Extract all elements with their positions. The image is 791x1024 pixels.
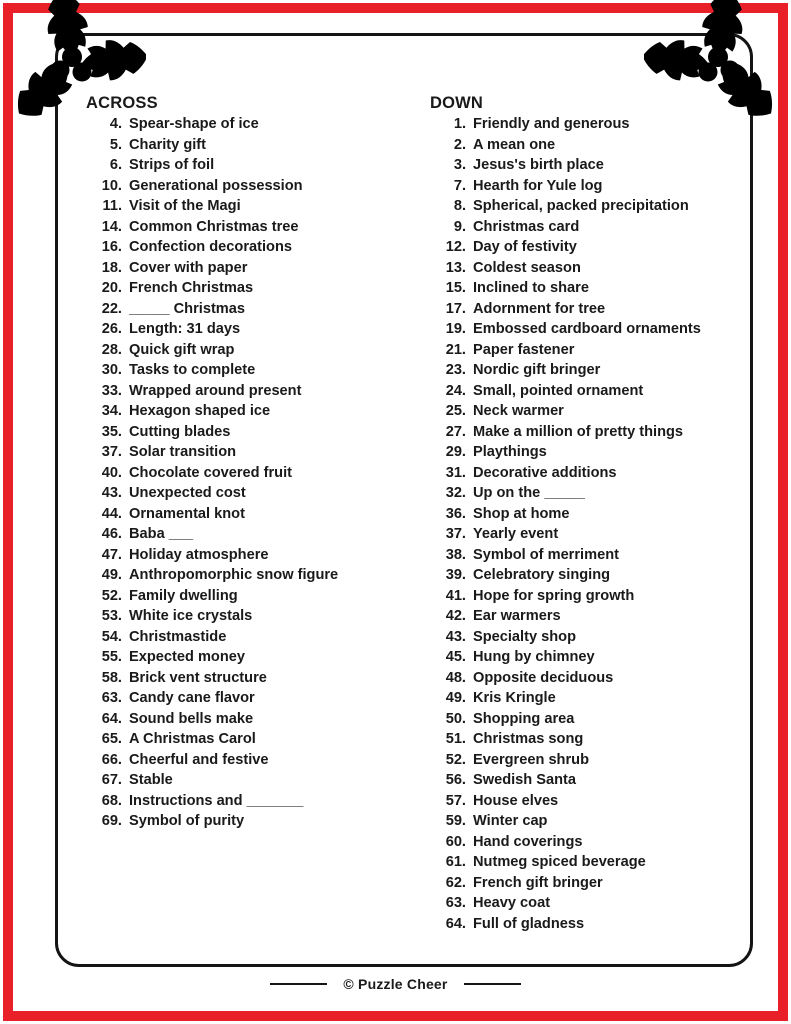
clue-row <box>86 301 338 322</box>
clue-row <box>430 526 701 547</box>
clue-number: 18. <box>101 259 122 276</box>
clue-number: 17. <box>445 300 466 317</box>
across-clue-list <box>86 116 338 834</box>
clue-text: Embossed cardboard ornaments <box>473 321 701 337</box>
clue-number: 43. <box>101 485 122 501</box>
clue-text: Ear warmers <box>473 608 561 624</box>
clue-text: Visit of the Magi <box>129 198 241 214</box>
clue-text: Holiday atmosphere <box>129 546 269 563</box>
clue-number: 52. <box>101 587 122 604</box>
clue-row <box>86 321 338 342</box>
clue-number: 62. <box>445 874 466 891</box>
clue-number: 7. <box>453 177 466 194</box>
clue-row <box>430 649 701 670</box>
clue-row <box>430 444 701 465</box>
clue-number: 6. <box>109 157 122 173</box>
clue-number: 2. <box>453 136 466 153</box>
clue-number: 48. <box>445 669 466 686</box>
clue-text: Christmas card <box>473 218 580 235</box>
clue-row <box>86 178 338 199</box>
clue-text: Symbol of merriment <box>473 546 619 563</box>
clue-text: Sound bells make <box>129 710 254 727</box>
clue-row <box>86 793 338 814</box>
clue-number: 56. <box>445 772 466 788</box>
down-heading: DOWN <box>430 94 484 112</box>
clue-row <box>430 116 701 137</box>
clue-text: Tasks to complete <box>129 362 256 378</box>
clue-text: Swedish Santa <box>473 772 576 788</box>
clue-number: 52. <box>445 751 466 768</box>
clue-row <box>86 383 338 404</box>
clue-text: Hexagon shaped ice <box>129 403 271 419</box>
clue-text: Symbol of purity <box>129 813 245 829</box>
clue-row <box>430 731 701 752</box>
clue-text: Hung by chimney <box>473 649 595 665</box>
footer <box>0 976 791 992</box>
clue-text: Kris Kringle <box>473 690 556 706</box>
clue-row <box>430 690 701 711</box>
clue-text: Neck warmer <box>473 403 564 419</box>
clue-row <box>86 280 338 301</box>
clue-text: Hope for spring growth <box>473 587 635 604</box>
clue-number: 43. <box>445 628 466 645</box>
clue-text: Celebratory singing <box>473 567 611 583</box>
clue-text: _____ Christmas <box>129 300 246 317</box>
clue-row <box>86 670 338 691</box>
clue-text: Adornment for tree <box>473 300 606 317</box>
clue-text: Cover with paper <box>129 259 248 276</box>
clue-text: Paper fastener <box>473 341 575 358</box>
down-clue-list <box>430 116 701 936</box>
clue-row <box>430 506 701 527</box>
clue-row <box>430 157 701 178</box>
clue-number: 15. <box>445 280 466 296</box>
clue-text: Ornamental knot <box>129 505 245 522</box>
clue-row <box>430 362 701 383</box>
clue-row <box>430 403 701 424</box>
clue-row <box>430 813 701 834</box>
clue-number: 3. <box>453 157 466 173</box>
clue-number: 58. <box>101 669 122 686</box>
clue-number: 5. <box>109 136 122 153</box>
clue-text: Solar transition <box>129 444 237 460</box>
clue-number: 66. <box>101 751 122 768</box>
clue-text: A mean one <box>473 136 556 153</box>
clue-row <box>430 198 701 219</box>
clue-number: 49. <box>445 690 466 706</box>
clue-row <box>430 280 701 301</box>
clue-number: 54. <box>101 628 122 645</box>
clue-text: Common Christmas tree <box>129 218 299 235</box>
clue-number: 22. <box>101 300 122 317</box>
clue-text: Baba ___ <box>129 526 194 542</box>
clue-number: 68. <box>101 792 122 809</box>
clue-number: 50. <box>445 710 466 727</box>
clue-row <box>430 219 701 240</box>
clue-text: Small, pointed ornament <box>473 382 644 399</box>
clue-number: 38. <box>445 546 466 563</box>
clue-number: 28. <box>101 341 122 358</box>
clue-number: 37. <box>445 526 466 542</box>
clue-number: 21. <box>445 341 466 358</box>
clue-number: 37. <box>101 444 122 460</box>
clue-row <box>430 875 701 896</box>
clue-row <box>430 895 701 916</box>
clue-row <box>86 444 338 465</box>
clue-number: 67. <box>101 772 122 788</box>
across-heading: ACROSS <box>86 94 158 112</box>
clue-number: 42. <box>445 608 466 624</box>
clue-number: 51. <box>445 731 466 747</box>
clue-number: 63. <box>101 690 122 706</box>
clue-row <box>430 485 701 506</box>
clue-number: 46. <box>101 526 122 542</box>
clue-number: 61. <box>445 854 466 870</box>
clue-text: Up on the _____ <box>473 485 585 501</box>
clue-number: 40. <box>101 464 122 481</box>
clue-row <box>430 772 701 793</box>
clue-row <box>430 916 701 937</box>
clue-text: Cheerful and festive <box>129 751 269 768</box>
clue-row <box>86 649 338 670</box>
clue-number: 53. <box>101 608 122 624</box>
clue-number: 55. <box>101 649 122 665</box>
clue-number: 4. <box>109 116 122 132</box>
clue-number: 47. <box>101 546 122 563</box>
clue-number: 60. <box>445 833 466 850</box>
clue-text: Specialty shop <box>473 628 576 645</box>
clue-row <box>86 690 338 711</box>
clue-text: Generational possession <box>129 177 303 194</box>
clue-number: 33. <box>101 382 122 399</box>
clue-text: Full of gladness <box>473 915 585 932</box>
clue-row <box>86 772 338 793</box>
clue-number: 9. <box>453 218 466 235</box>
footer-rule-right <box>464 983 521 985</box>
clue-text: Expected money <box>129 649 245 665</box>
clue-text: Shop at home <box>473 505 570 522</box>
clue-row <box>86 116 338 137</box>
clue-number: 14. <box>101 218 122 235</box>
clue-number: 65. <box>101 731 122 747</box>
clue-text: Spear-shape of ice <box>129 116 259 132</box>
clue-row <box>430 711 701 732</box>
clue-text: Candy cane flavor <box>129 690 255 706</box>
clue-number: 1. <box>453 116 466 132</box>
clue-number: 29. <box>445 444 466 460</box>
clue-text: Inclined to share <box>473 280 589 296</box>
clue-row <box>430 321 701 342</box>
clue-text: Quick gift wrap <box>129 341 235 358</box>
clue-row <box>430 629 701 650</box>
clue-text: Length: 31 days <box>129 321 241 337</box>
clue-row <box>86 485 338 506</box>
clue-text: Coldest season <box>473 259 581 276</box>
clue-number: 35. <box>101 423 122 440</box>
clue-text: Jesus's birth place <box>473 157 604 173</box>
clue-row <box>86 465 338 486</box>
clue-text: Instructions and _______ <box>129 792 304 809</box>
clue-row <box>86 547 338 568</box>
clue-number: 11. <box>102 198 122 214</box>
clue-text: Nutmeg spiced beverage <box>473 854 646 870</box>
across-section <box>86 94 338 834</box>
clue-row <box>86 711 338 732</box>
clue-number: 12. <box>445 239 466 255</box>
clue-row <box>430 342 701 363</box>
clue-number: 45. <box>445 649 466 665</box>
clue-row <box>86 137 338 158</box>
clue-number: 57. <box>445 792 466 809</box>
clue-row <box>86 506 338 527</box>
clue-text: Friendly and generous <box>473 116 630 132</box>
footer-credit: © Puzzle Cheer <box>343 976 448 992</box>
clue-number: 27. <box>445 423 466 440</box>
clue-text: Shopping area <box>473 710 575 727</box>
clue-text: Brick vent structure <box>129 669 267 686</box>
clue-text: Strips of foil <box>129 157 215 173</box>
clue-row <box>430 752 701 773</box>
clue-text: Confection decorations <box>129 239 292 255</box>
clue-number: 25. <box>445 403 466 419</box>
clue-number: 32. <box>445 485 466 501</box>
clue-text: Nordic gift bringer <box>473 362 601 378</box>
clue-number: 24. <box>445 382 466 399</box>
clue-row <box>430 547 701 568</box>
clue-text: Christmastide <box>129 628 227 645</box>
clue-number: 49. <box>101 567 122 583</box>
clue-row <box>86 157 338 178</box>
clue-number: 59. <box>445 813 466 829</box>
clue-row <box>86 424 338 445</box>
clue-row <box>430 137 701 158</box>
clue-number: 69. <box>101 813 122 829</box>
clue-row <box>86 608 338 629</box>
footer-rule-left <box>270 983 327 985</box>
clue-row <box>86 526 338 547</box>
clue-row <box>86 198 338 219</box>
clue-row <box>86 731 338 752</box>
clue-number: 26. <box>101 321 122 337</box>
clue-number: 20. <box>101 280 122 296</box>
clue-row <box>430 301 701 322</box>
clue-text: French gift bringer <box>473 874 603 891</box>
clue-number: 8. <box>453 198 466 214</box>
clue-row <box>430 260 701 281</box>
clue-text: Charity gift <box>129 136 207 153</box>
clue-row <box>86 219 338 240</box>
down-section <box>430 94 701 936</box>
clue-text: Wrapped around present <box>129 382 302 399</box>
clue-row <box>86 629 338 650</box>
clue-row <box>430 854 701 875</box>
clue-number: 13. <box>445 259 466 276</box>
clue-text: Day of festivity <box>473 239 577 255</box>
clue-text: House elves <box>473 792 559 809</box>
clue-row <box>86 403 338 424</box>
clue-row <box>430 567 701 588</box>
clue-row <box>430 588 701 609</box>
clue-text: Playthings <box>473 444 547 460</box>
clue-text: Spherical, packed precipitation <box>473 198 689 214</box>
clue-number: 19. <box>445 321 466 337</box>
clue-row <box>430 383 701 404</box>
clue-text: White ice crystals <box>129 608 253 624</box>
clue-number: 30. <box>101 362 122 378</box>
clue-number: 16. <box>101 239 122 255</box>
clue-number: 23. <box>445 362 466 378</box>
clue-text: Yearly event <box>473 526 559 542</box>
clue-text: Christmas song <box>473 731 584 747</box>
clue-text: Heavy coat <box>473 895 551 911</box>
clue-number: 63. <box>445 895 466 911</box>
clue-text: Stable <box>129 772 173 788</box>
clue-row <box>430 178 701 199</box>
clue-row <box>86 752 338 773</box>
clue-text: Opposite deciduous <box>473 669 614 686</box>
clue-number: 64. <box>445 915 466 932</box>
clue-text: French Christmas <box>129 280 254 296</box>
clue-text: Decorative additions <box>473 464 617 481</box>
clue-number: 31. <box>445 464 466 481</box>
clue-row <box>430 608 701 629</box>
clue-text: Unexpected cost <box>129 485 246 501</box>
clue-number: 10. <box>101 177 122 194</box>
clue-row <box>86 362 338 383</box>
clue-row <box>86 588 338 609</box>
clue-text: Family dwelling <box>129 587 238 604</box>
clue-number: 64. <box>101 710 122 727</box>
clue-row <box>430 424 701 445</box>
clue-text: Anthropomorphic snow figure <box>129 567 339 583</box>
clue-number: 44. <box>101 505 122 522</box>
clue-number: 36. <box>445 505 466 522</box>
clue-text: Chocolate covered fruit <box>129 464 292 481</box>
clue-text: Evergreen shrub <box>473 751 589 768</box>
clue-row <box>86 813 338 834</box>
clue-number: 34. <box>101 403 122 419</box>
clue-number: 39. <box>445 567 466 583</box>
clue-row <box>430 670 701 691</box>
clue-row <box>430 793 701 814</box>
clue-row <box>430 834 701 855</box>
clue-text: Cutting blades <box>129 423 231 440</box>
clue-text: Hearth for Yule log <box>473 177 603 194</box>
clue-row <box>430 239 701 260</box>
clue-number: 41. <box>445 587 466 604</box>
clue-row <box>86 260 338 281</box>
clue-text: Make a million of pretty things <box>473 423 684 440</box>
clue-text: Winter cap <box>473 813 548 829</box>
clue-text: A Christmas Carol <box>129 731 256 747</box>
clue-row <box>86 567 338 588</box>
clue-row <box>86 239 338 260</box>
clue-text: Hand coverings <box>473 833 583 850</box>
clue-row <box>86 342 338 363</box>
clue-row <box>430 465 701 486</box>
